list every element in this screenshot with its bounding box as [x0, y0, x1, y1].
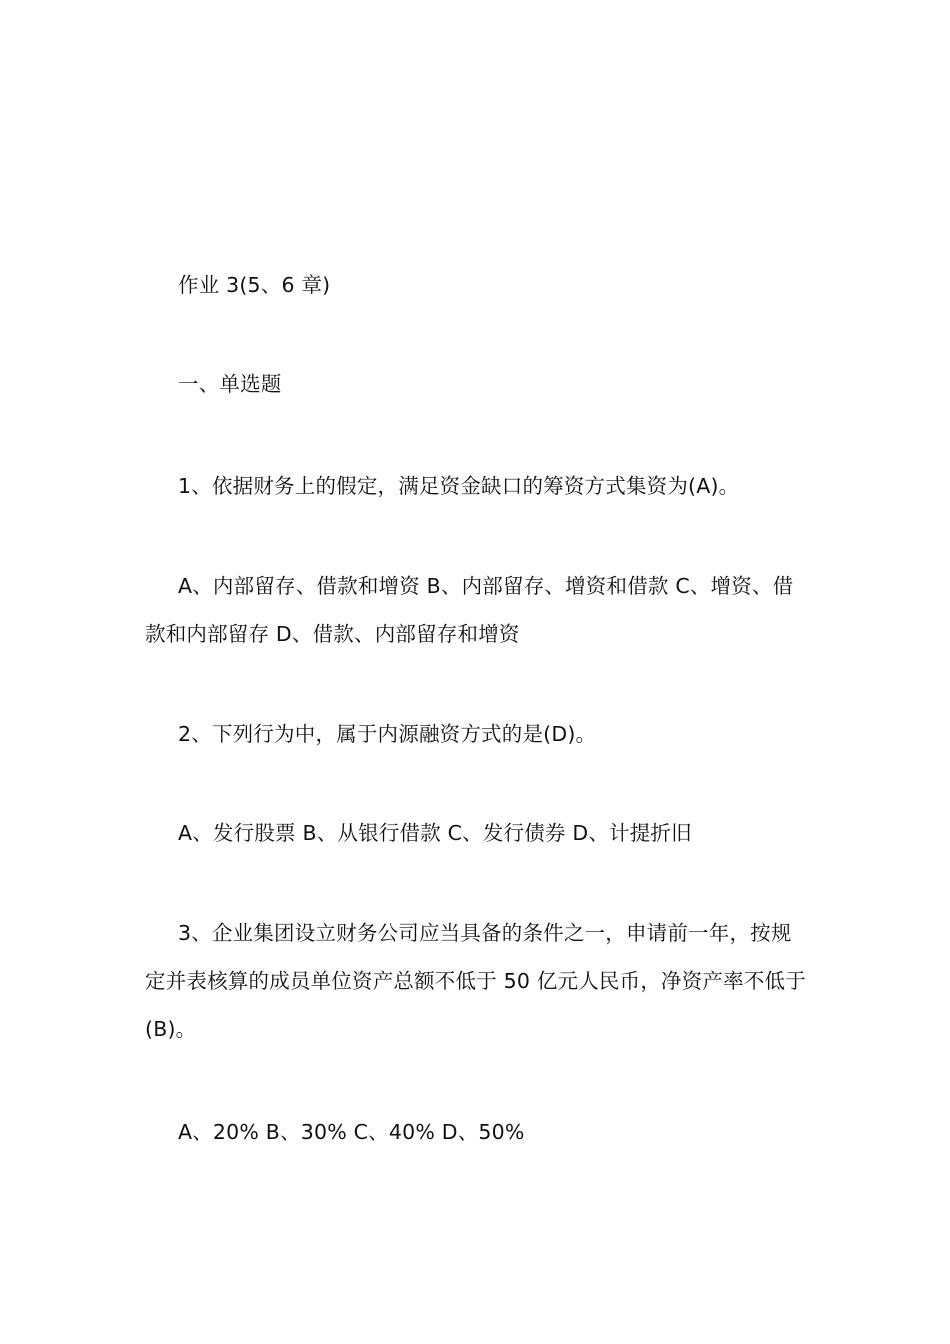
question-1-options: A、内部留存、借款和增资 B、内部留存、增资和借款 C、增资、借款和内部留存 D、借款、内部留存和增资 — [145, 574, 794, 646]
question-3-options: A、20% B、30% C、40% D、50% — [178, 1120, 525, 1144]
section-heading: 一、单选题 — [178, 372, 282, 396]
question-3-stem: 3、企业集团设立财务公司应当具备的条件之一，申请前一年，按规定并表核算的成员单位资产总额不低于 50 亿元人民币，净资产率不低于(B)。 — [145, 921, 806, 1041]
document-title: 作业 3(5、6 章) — [178, 273, 331, 297]
question-1-stem: 1、依据财务上的假定，满足资金缺口的筹资方式集资为(A)。 — [178, 474, 740, 498]
question-2-stem: 2、下列行为中，属于内源融资方式的是(D)。 — [178, 722, 597, 746]
question-2-options: A、发行股票 B、从银行借款 C、发行债券 D、计提折旧 — [178, 821, 692, 845]
